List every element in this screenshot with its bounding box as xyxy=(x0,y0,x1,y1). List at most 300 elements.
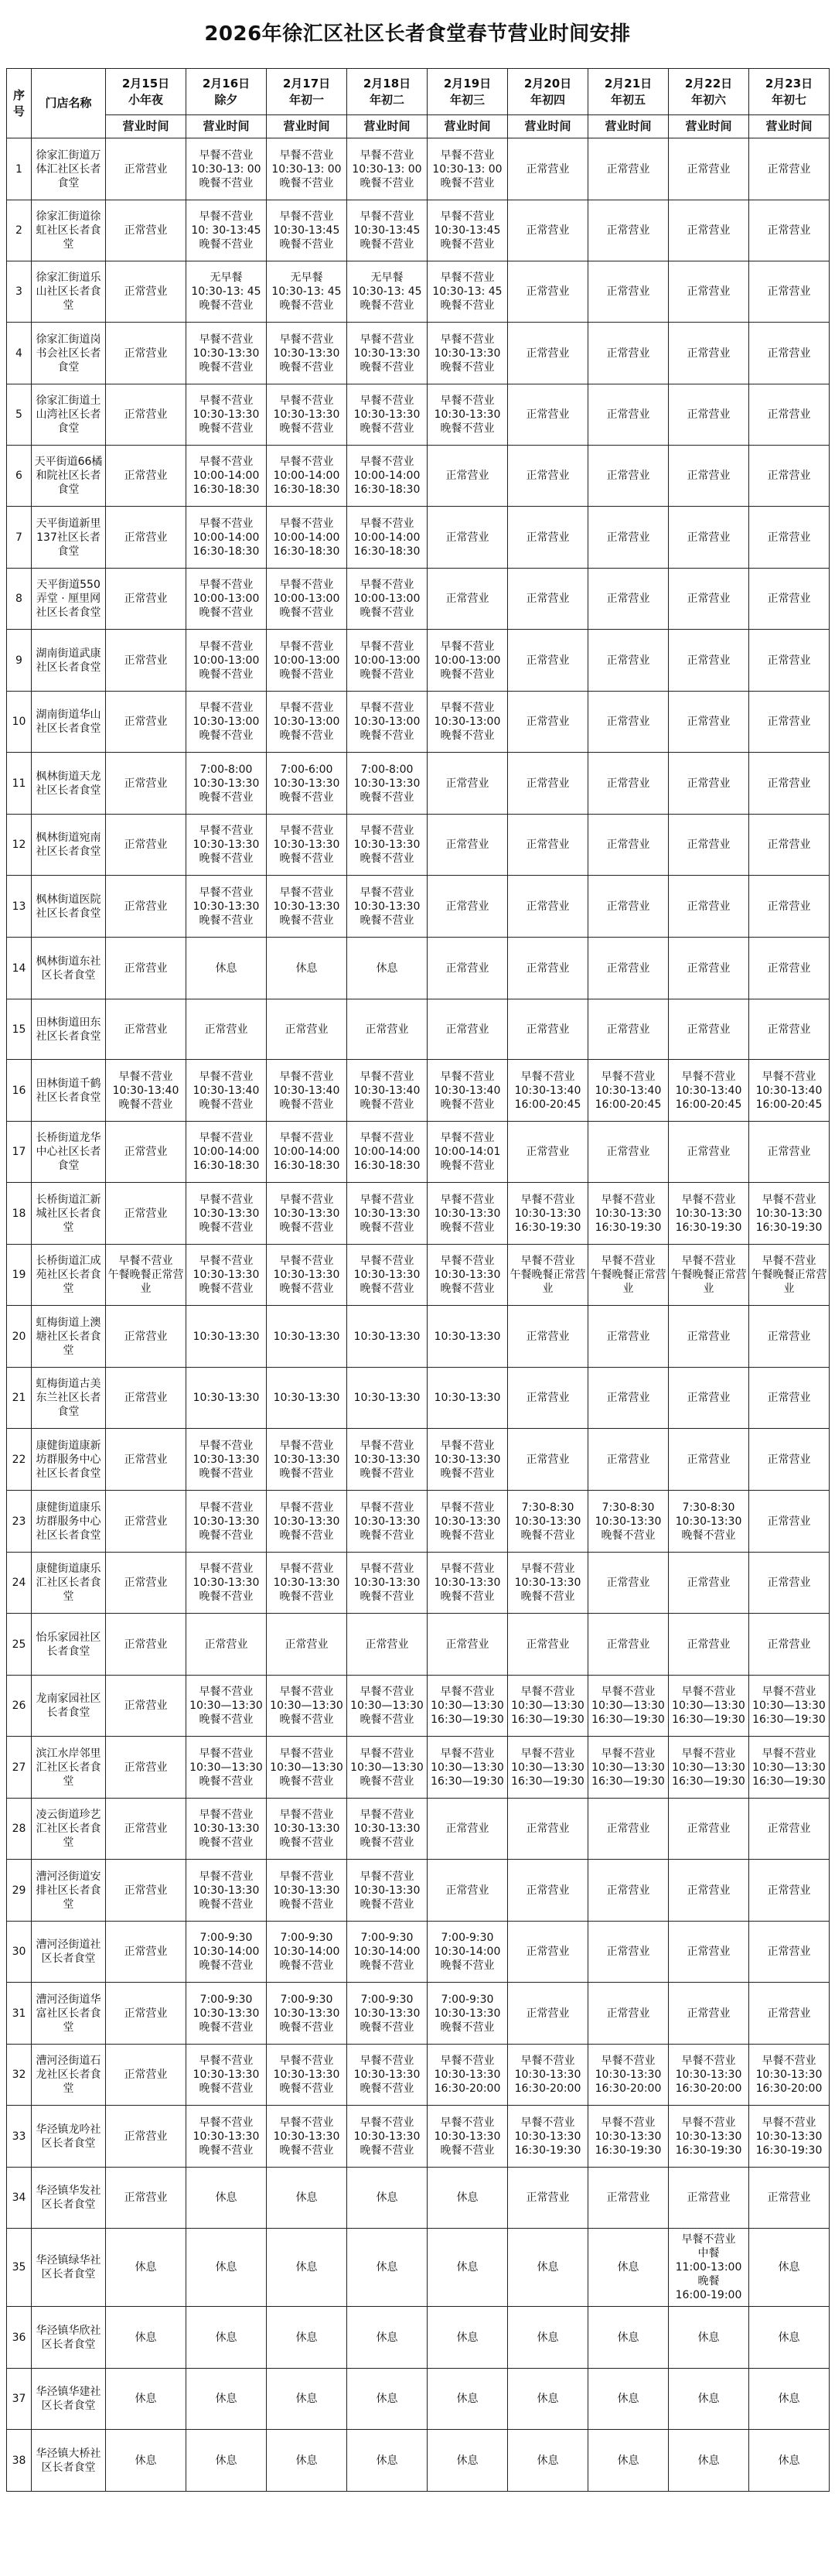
hours-cell: 10:30-13:30 xyxy=(347,1306,428,1368)
hours-line: 早餐不营业 xyxy=(762,2055,816,2067)
hours-cell xyxy=(347,138,428,200)
hours-line: 7:00-9:30 xyxy=(441,1993,494,2006)
hours-cell: 正常营业 xyxy=(749,507,830,569)
hours-line: 午餐晚餐正常营业 xyxy=(751,1269,827,1295)
hours-cell xyxy=(428,2106,508,2168)
hours-line: 10:30—13:30 xyxy=(350,1761,424,1774)
hours-line: 早餐不营业 xyxy=(279,395,334,407)
hours-cell xyxy=(588,1737,669,1799)
hours-line: 晚餐不营业 xyxy=(199,729,254,742)
hours-line: 10:00-13:00 xyxy=(193,654,260,667)
hours-cell xyxy=(186,630,267,692)
store-name: 天平街道550弄堂 · 厘里网社区长者食堂 xyxy=(32,569,106,630)
hours-line: 10:30-13:30 xyxy=(193,777,260,790)
hours-line: 无早餐 xyxy=(370,272,404,284)
row-index: 7 xyxy=(7,507,32,569)
hours-line: 晚餐不营业 xyxy=(279,238,334,251)
hours-line: 16:00-19:00 xyxy=(675,2289,742,2301)
hours-line: 10:30-13:40 xyxy=(434,1084,501,1097)
hours-cell: 正常营业 xyxy=(508,1860,588,1922)
hours-line: 晚餐不营业 xyxy=(360,1713,414,1726)
hours-cell xyxy=(267,138,347,200)
hours-line: 10:00-13:00 xyxy=(434,654,501,667)
hours-line: 7:30-8:30 xyxy=(521,1501,574,1514)
hours-line: 7:30-8:30 xyxy=(602,1501,655,1514)
page-title: 2026年徐汇区社区长者食堂春节营业时间安排 xyxy=(204,22,631,46)
hours-cell: 休息 xyxy=(106,2369,186,2430)
hours-cell: 正常营业 xyxy=(106,384,186,446)
hours-line: 晚餐不营业 xyxy=(199,2144,254,2157)
hours-cell: 正常营业 xyxy=(669,1860,749,1922)
store-name: 枫林街道医院社区长者食堂 xyxy=(32,876,106,938)
hours-line: 早餐不营业 xyxy=(279,1501,334,1514)
hours-line: 晚餐不营业 xyxy=(360,1959,414,1972)
hours-cell xyxy=(267,1245,347,1306)
hours-cell xyxy=(428,1922,508,1983)
hours-line: 10:30-13:30 xyxy=(755,1207,823,1220)
hours-line: 10:30-13:30 xyxy=(273,1453,340,1466)
table-row xyxy=(7,507,830,569)
hours-line: 早餐不营业 xyxy=(440,2055,495,2067)
hours-line: 晚餐不营业 xyxy=(279,1590,334,1603)
hours-line: 早餐不营业 xyxy=(440,333,495,346)
hours-cell xyxy=(428,692,508,753)
hours-line: 早餐不营业 xyxy=(762,2116,816,2129)
hours-line: 早餐不营业 xyxy=(199,825,254,837)
hours-line: 早餐不营业 xyxy=(279,1070,334,1083)
hours-cell xyxy=(347,1676,428,1737)
hours-line: 16:30-18:30 xyxy=(353,1160,421,1172)
hours-cell xyxy=(428,1676,508,1737)
hours-cell: 正常营业 xyxy=(106,138,186,200)
hours-line: 10:30-13:30 xyxy=(353,408,421,421)
hours-line: 晚餐不营业 xyxy=(279,1283,334,1295)
store-name: 徐家汇街道徐虹社区长者食堂 xyxy=(32,200,106,261)
hours-line: 晚餐不营业 xyxy=(199,1590,254,1603)
hours-cell xyxy=(347,1183,428,1245)
store-name: 漕河泾街道石龙社区长者食堂 xyxy=(32,2045,106,2106)
table-row xyxy=(7,569,830,630)
row-index: 18 xyxy=(7,1183,32,1245)
hours-cell: 正常营业 xyxy=(106,1491,186,1553)
hours-line: 早餐不营业 xyxy=(279,210,334,223)
hours-line: 7:00-9:30 xyxy=(280,1932,333,1944)
row-index: 23 xyxy=(7,1491,32,1553)
hours-cell: 正常营业 xyxy=(508,569,588,630)
hours-line: 早餐不营业 xyxy=(199,1870,254,1883)
hours-line: 16:30-18:30 xyxy=(193,1160,260,1172)
hours-line: 早餐不营业 xyxy=(520,2055,575,2067)
hours-line: 10:30—13:30 xyxy=(511,1700,584,1712)
hours-line: 早餐不营业 xyxy=(681,1255,736,1267)
hours-cell: 正常营业 xyxy=(508,999,588,1060)
header-hours-label: 营业时间 xyxy=(186,115,267,138)
hours-cell: 正常营业 xyxy=(669,507,749,569)
hours-line: 晚餐不营业 xyxy=(279,1775,334,1788)
hours-line: 晚餐不营业 xyxy=(360,1898,414,1911)
hours-line: 早餐不营业 xyxy=(360,456,414,468)
hours-cell: 休息 xyxy=(588,2229,669,2307)
header-hours-label: 营业时间 xyxy=(106,115,186,138)
hours-cell xyxy=(428,630,508,692)
hours-line: 10:30—13:30 xyxy=(431,1761,504,1774)
hours-line: 16:30-19:30 xyxy=(675,1221,742,1234)
hours-line: 10:30-13:00 xyxy=(273,716,340,728)
hours-cell: 正常营业 xyxy=(106,261,186,323)
hours-line: 晚餐不营业 xyxy=(360,1283,414,1295)
hours-cell: 休息 xyxy=(106,2307,186,2369)
hours-cell xyxy=(267,507,347,569)
store-name: 田林街道田东社区长者食堂 xyxy=(32,999,106,1060)
hours-line: 无早餐 xyxy=(210,272,243,284)
hours-line: 16:30-20:00 xyxy=(434,2082,501,2095)
hours-line: 早餐不营业 xyxy=(681,2233,736,2246)
hours-cell: 正常营业 xyxy=(508,1429,588,1491)
hours-line: 10:30-13:30 xyxy=(675,1515,742,1528)
hours-cell xyxy=(428,1122,508,1183)
hours-line: 7:00-8:00 xyxy=(360,763,414,776)
table-row xyxy=(7,2168,830,2229)
hours-line: 晚餐不营业 xyxy=(360,606,414,619)
hours-line: 10: 30-13:45 xyxy=(191,224,261,237)
hours-cell xyxy=(347,1553,428,1614)
hours-cell: 正常营业 xyxy=(428,507,508,569)
hours-cell: 正常营业 xyxy=(508,1614,588,1676)
hours-cell: 正常营业 xyxy=(588,1306,669,1368)
row-index: 9 xyxy=(7,630,32,692)
hours-line: 10:30-14:00 xyxy=(434,1946,501,1958)
hours-line: 晚餐不营业 xyxy=(279,1713,334,1726)
hours-line: 早餐不营业 xyxy=(199,1439,254,1452)
hours-line: 早餐不营业 xyxy=(440,395,495,407)
store-name: 凌云街道珍艺汇社区长者食堂 xyxy=(32,1799,106,1860)
hours-line: 7:00-9:30 xyxy=(360,1993,414,2006)
table-row xyxy=(7,1799,830,1860)
store-name: 徐家汇街道万体汇社区长者食堂 xyxy=(32,138,106,200)
header-hours-label: 营业时间 xyxy=(749,115,830,138)
hours-line: 早餐不营业 xyxy=(360,1255,414,1267)
hours-cell: 正常营业 xyxy=(669,1614,749,1676)
hours-cell: 正常营业 xyxy=(508,876,588,938)
hours-cell xyxy=(267,1676,347,1737)
store-name: 华泾镇华建社区长者食堂 xyxy=(32,2369,106,2430)
hours-line: 早餐不营业 xyxy=(279,149,334,162)
hours-cell: 休息 xyxy=(588,2430,669,2492)
hours-cell: 正常营业 xyxy=(186,1614,267,1676)
hours-line: 早餐不营业 xyxy=(360,1439,414,1452)
hours-cell xyxy=(347,1429,428,1491)
hours-line: 10:30-13:30 xyxy=(273,408,340,421)
hours-line: 早餐不营业 xyxy=(279,1439,334,1452)
hours-cell: 正常营业 xyxy=(106,876,186,938)
hours-line: 早餐不营业 xyxy=(601,2055,656,2067)
hours-line: 早餐不营业 xyxy=(279,1563,334,1575)
hours-cell: 正常营业 xyxy=(749,692,830,753)
hours-line: 16:30—19:30 xyxy=(752,1713,826,1726)
hours-cell: 正常营业 xyxy=(669,1799,749,1860)
hours-line: 早餐不营业 xyxy=(199,1809,254,1821)
hours-line: 早餐不营业 xyxy=(279,333,334,346)
table-row xyxy=(7,384,830,446)
hours-cell: 正常营业 xyxy=(106,630,186,692)
hours-cell: 正常营业 xyxy=(669,1922,749,1983)
hours-cell: 正常营业 xyxy=(749,1306,830,1368)
hours-cell: 10:30-13:30 xyxy=(428,1368,508,1429)
hours-line: 10:30—13:30 xyxy=(752,1761,826,1774)
hours-line: 晚餐不营业 xyxy=(199,1283,254,1295)
hours-line: 早餐不营业 xyxy=(360,395,414,407)
hours-cell: 正常营业 xyxy=(588,138,669,200)
hours-cell xyxy=(669,2229,749,2307)
hours-cell: 正常营业 xyxy=(669,692,749,753)
hours-cell: 正常营业 xyxy=(669,876,749,938)
hours-line: 10:30-13:30 xyxy=(273,1577,340,1589)
hours-cell xyxy=(267,446,347,507)
hours-line: 早餐不营业 xyxy=(199,1255,254,1267)
hours-line: 早餐不营业 xyxy=(520,1070,575,1083)
store-name: 华泾镇大桥社区长者食堂 xyxy=(32,2430,106,2492)
hours-line: 晚餐不营业 xyxy=(199,1467,254,1480)
table-row xyxy=(7,815,830,876)
hours-line: 10:30-13:30 xyxy=(434,2130,501,2143)
table-row xyxy=(7,1614,830,1676)
hours-cell xyxy=(267,1983,347,2045)
hours-line: 晚餐不营业 xyxy=(440,1959,495,1972)
hours-line: 10:00-14:00 xyxy=(273,1146,340,1158)
table-row xyxy=(7,2369,830,2430)
hours-line: 10:30-13:30 xyxy=(434,2007,501,2020)
hours-line: 早餐不营业 xyxy=(199,579,254,591)
hours-line: 10:30-13:45 xyxy=(353,224,421,237)
hours-cell: 正常营业 xyxy=(749,938,830,999)
hours-line: 早餐不营业 xyxy=(762,1686,816,1698)
hours-cell xyxy=(669,1737,749,1799)
hours-line: 晚餐不营业 xyxy=(279,1529,334,1542)
header-day xyxy=(669,69,749,115)
hours-line: 早餐不营业 xyxy=(681,1686,736,1698)
table-row xyxy=(7,2106,830,2168)
store-name: 华泾镇龙吟社区长者食堂 xyxy=(32,2106,106,2168)
hours-line: 10:30—13:30 xyxy=(189,1700,263,1712)
hours-cell: 正常营业 xyxy=(749,815,830,876)
hours-line: 早餐不营业 xyxy=(681,2055,736,2067)
row-index: 12 xyxy=(7,815,32,876)
hours-line: 早餐不营业 xyxy=(681,1070,736,1083)
hours-cell: 正常营业 xyxy=(588,630,669,692)
hours-line: 早餐不营业 xyxy=(279,1255,334,1267)
row-index: 29 xyxy=(7,1860,32,1922)
hours-line: 晚餐不营业 xyxy=(279,422,334,435)
hours-line: 早餐不营业 xyxy=(360,1747,414,1760)
hours-line: 10:30-13:30 xyxy=(273,2130,340,2143)
store-name: 枫林街道东社区长者食堂 xyxy=(32,938,106,999)
header-hours-label: 营业时间 xyxy=(508,115,588,138)
hours-line: 早餐不营业 xyxy=(681,1193,736,1206)
hours-line: 10:30-13:30 xyxy=(353,1577,421,1589)
hours-cell: 正常营业 xyxy=(749,261,830,323)
hours-cell: 正常营业 xyxy=(106,753,186,815)
hours-line: 早餐不营业 xyxy=(279,456,334,468)
hours-line: 10:30-13:30 xyxy=(273,2007,340,2020)
hours-line: 晚餐不营业 xyxy=(199,914,254,927)
hours-line: 10:30-13: 45 xyxy=(191,285,261,298)
hours-cell: 正常营业 xyxy=(588,261,669,323)
hours-line: 16:30-19:30 xyxy=(675,2144,742,2157)
hours-line: 16:30-18:30 xyxy=(273,483,340,496)
hours-cell: 正常营业 xyxy=(106,1983,186,2045)
hours-cell xyxy=(267,1491,347,1553)
hours-cell xyxy=(186,753,267,815)
hours-line: 晚餐不营业 xyxy=(360,422,414,435)
hours-cell: 正常营业 xyxy=(106,507,186,569)
hours-line: 晚餐不营业 xyxy=(279,668,334,681)
hours-cell xyxy=(749,1676,830,1737)
header-index: 序号 xyxy=(7,69,32,138)
hours-cell: 正常营业 xyxy=(508,446,588,507)
hours-cell: 10:30-13:30 xyxy=(186,1306,267,1368)
hours-cell xyxy=(428,1983,508,2045)
hours-line: 早餐不营业 xyxy=(360,1686,414,1698)
row-index: 6 xyxy=(7,446,32,507)
hours-line: 早餐不营业 xyxy=(118,1255,173,1267)
hours-line: 早餐不营业 xyxy=(440,1070,495,1083)
store-name: 徐家汇街道岗书会社区长者食堂 xyxy=(32,323,106,384)
hours-line: 早餐不营业 xyxy=(440,640,495,653)
hours-cell xyxy=(588,1245,669,1306)
hours-cell xyxy=(428,323,508,384)
hours-line: 10:00-13:00 xyxy=(353,654,421,667)
header-day xyxy=(508,69,588,115)
hours-cell xyxy=(186,1676,267,1737)
hours-line: 10:30-13:30 xyxy=(675,1207,742,1220)
hours-line: 10:00-14:00 xyxy=(353,470,421,482)
hours-cell xyxy=(508,2106,588,2168)
hours-line: 10:00-13:00 xyxy=(353,593,421,605)
hours-line: 10:30-13:30 xyxy=(595,1207,662,1220)
hours-line: 晚餐不营业 xyxy=(199,238,254,251)
hours-cell: 正常营业 xyxy=(588,1983,669,2045)
hours-line: 早餐不营业 xyxy=(199,1686,254,1698)
hours-line: 10:30-13:30 xyxy=(193,2069,260,2081)
store-name: 枫林街道宛南社区长者食堂 xyxy=(32,815,106,876)
table-row xyxy=(7,1245,830,1306)
hours-cell: 正常营业 xyxy=(106,2168,186,2229)
hours-line: 16:30-19:30 xyxy=(755,2144,823,2157)
hours-cell: 休息 xyxy=(347,938,428,999)
hours-line: 10:30-13:30 xyxy=(193,408,260,421)
hours-line: 晚餐不营业 xyxy=(360,299,414,312)
hours-line: 早餐不营业 xyxy=(360,517,414,530)
hours-line: 10:00-14:00 xyxy=(273,470,340,482)
hours-line: 早餐不营业 xyxy=(279,517,334,530)
hours-line: 10:30-13:30 xyxy=(273,1515,340,1528)
hours-line: 晚餐不营业 xyxy=(199,1898,254,1911)
hours-cell: 正常营业 xyxy=(749,1922,830,1983)
hours-cell: 正常营业 xyxy=(749,2168,830,2229)
hours-cell xyxy=(267,876,347,938)
hours-line: 早餐不营业 xyxy=(199,702,254,714)
hours-cell: 正常营业 xyxy=(106,2045,186,2106)
hours-cell xyxy=(186,384,267,446)
store-name: 龙南家园社区长者食堂 xyxy=(32,1676,106,1737)
hours-line: 晚餐不营业 xyxy=(199,176,254,190)
hours-line: 晚餐不营业 xyxy=(199,1775,254,1788)
schedule-table xyxy=(6,68,830,2492)
hours-cell: 正常营业 xyxy=(588,1922,669,1983)
hours-line: 10:30-13:30 xyxy=(595,1515,662,1528)
row-index: 17 xyxy=(7,1122,32,1183)
hours-line: 早餐不营业 xyxy=(360,1563,414,1575)
row-index: 32 xyxy=(7,2045,32,2106)
hours-cell xyxy=(588,1676,669,1737)
hours-cell: 正常营业 xyxy=(106,569,186,630)
hours-line: 10:30-13:30 xyxy=(353,1823,421,1835)
hours-line: 10:30-13: 00 xyxy=(432,162,503,176)
store-name: 天平街道新里137社区长者食堂 xyxy=(32,507,106,569)
hours-cell: 正常营业 xyxy=(749,1799,830,1860)
hours-cell: 正常营业 xyxy=(267,1614,347,1676)
hours-line: 晚餐不营业 xyxy=(440,238,495,251)
hours-line: 早餐不营业 xyxy=(199,1563,254,1575)
hours-cell: 正常营业 xyxy=(749,569,830,630)
hours-cell xyxy=(186,138,267,200)
hours-line: 早餐不营业 xyxy=(520,1563,575,1575)
hours-line: 早餐不营业 xyxy=(360,2116,414,2129)
hours-line: 晚餐不营业 xyxy=(199,1836,254,1849)
hours-cell: 正常营业 xyxy=(669,1122,749,1183)
hours-line: 早餐不营业 xyxy=(520,2116,575,2129)
hours-cell xyxy=(347,1983,428,2045)
hours-line: 10:30-13:30 xyxy=(193,900,260,913)
hours-cell: 正常营业 xyxy=(508,138,588,200)
table-row xyxy=(7,692,830,753)
hours-line: 晚餐不营业 xyxy=(360,1836,414,1849)
hours-line: 10:30-13:40 xyxy=(193,1084,260,1097)
hours-cell: 正常营业 xyxy=(588,999,669,1060)
table-row xyxy=(7,1922,830,1983)
hours-cell xyxy=(347,1737,428,1799)
hours-cell: 休息 xyxy=(428,2229,508,2307)
hours-cell: 休息 xyxy=(267,938,347,999)
hours-cell: 正常营业 xyxy=(669,261,749,323)
hours-line: 10:30-13:00 xyxy=(193,716,260,728)
hours-cell xyxy=(428,1429,508,1491)
hours-cell xyxy=(508,1060,588,1122)
hours-cell: 正常营业 xyxy=(749,1368,830,1429)
hours-cell: 正常营业 xyxy=(508,507,588,569)
hours-line: 10:30-13:40 xyxy=(514,1084,581,1097)
hours-cell: 正常营业 xyxy=(588,815,669,876)
hours-cell xyxy=(267,753,347,815)
hours-line: 晚餐不营业 xyxy=(279,606,334,619)
hours-cell: 休息 xyxy=(186,2307,267,2369)
hours-cell: 10:30-13:30 xyxy=(267,1368,347,1429)
row-index: 24 xyxy=(7,1553,32,1614)
hours-cell: 正常营业 xyxy=(508,200,588,261)
hours-line: 晚餐不营业 xyxy=(601,1529,656,1542)
store-name: 徐家汇街道乐山社区长者食堂 xyxy=(32,261,106,323)
hours-line: 晚餐不营业 xyxy=(199,1098,254,1111)
hours-line: 早餐不营业 xyxy=(601,1747,656,1760)
hours-line: 晚餐不营业 xyxy=(520,1590,575,1603)
hours-cell xyxy=(749,1245,830,1306)
hours-line: 10:00-13:00 xyxy=(273,654,340,667)
hours-line: 10:30-13:30 xyxy=(193,2130,260,2143)
hours-cell xyxy=(186,815,267,876)
hours-cell: 正常营业 xyxy=(588,1429,669,1491)
row-index: 10 xyxy=(7,692,32,753)
hours-cell: 正常营业 xyxy=(669,753,749,815)
